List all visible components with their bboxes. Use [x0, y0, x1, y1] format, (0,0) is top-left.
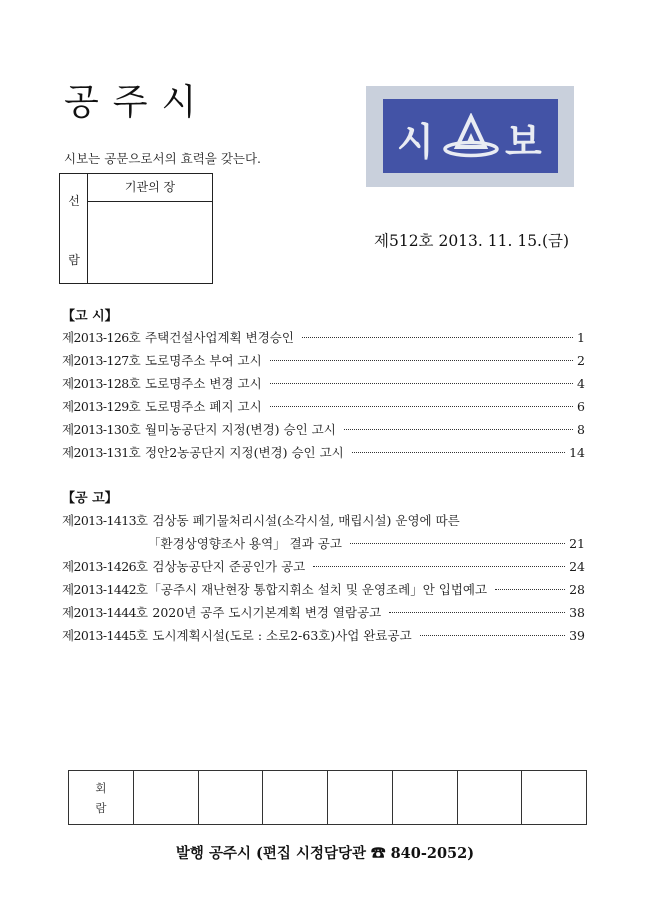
leader-dots [420, 634, 565, 636]
section-heading-announcements: 【공 고】 [62, 491, 118, 506]
leader-dots [302, 336, 573, 338]
entry-title: 「공주시 재난현장 통합지휘소 설치 및 운영조례」안 입법예고 [148, 582, 488, 597]
entry-title: 정안2농공단지 지정(변경) 승인 고시 [145, 445, 344, 460]
toc-entry[interactable] [62, 351, 585, 369]
review-label-top: 회 [95, 780, 107, 795]
entry-number: 제2013-1445호 [62, 628, 148, 643]
leader-dots [350, 542, 565, 544]
city-title: 공주시 [64, 82, 211, 123]
entry-title: 도로명주소 부여 고시 [145, 353, 262, 368]
entry-page: 39 [569, 628, 585, 643]
leader-dots [270, 405, 573, 407]
review-sign-cell [133, 771, 198, 824]
entry-title: 도로명주소 폐지 고시 [145, 399, 262, 414]
entry-number: 제2013-127호 [62, 353, 141, 368]
entry-title: 2020년 공주 도시기본계획 변경 열람공고 [152, 605, 382, 620]
entry-title: 월미농공단지 지정(변경) 승인 고시 [145, 422, 336, 437]
entry-page: 2 [577, 353, 585, 368]
entry-number: 제2013-1442호 [62, 582, 148, 597]
logo-char-left: 시 [397, 120, 434, 164]
routing-label-top: 선 [68, 194, 80, 208]
toc-entry-continuation[interactable] [148, 534, 585, 552]
review-sign-cell [457, 771, 522, 824]
entry-number: 제2013-131호 [62, 445, 141, 460]
routing-label-column [60, 174, 88, 283]
section-heading-notices: 【고 시】 [62, 309, 118, 324]
entry-number: 제2013-1426호 [62, 559, 148, 574]
leader-dots [313, 565, 565, 567]
toc-entry[interactable] [62, 328, 585, 346]
entry-page: 38 [569, 605, 585, 620]
issue-number-date: 제512호 2013. 11. 15.(금) [374, 232, 570, 250]
routing-box [59, 173, 213, 284]
entry-title: 도시계획시설(도로 : 소로2-63호)사업 완료공고 [152, 628, 412, 643]
logo-char-right: 보 [505, 120, 542, 164]
entry-page: 24 [569, 559, 585, 574]
entry-title: 검상동 폐기물처리시설(소각시설, 매립시설) 운영에 따른 [152, 513, 460, 528]
toc-entry[interactable] [62, 603, 585, 621]
triangle-water-emblem-icon [441, 113, 501, 159]
review-sign-cell [392, 771, 457, 824]
entry-number: 제2013-130호 [62, 422, 141, 437]
leader-dots [495, 588, 565, 590]
publisher-footer: 발행 공주시 (편집 시정담당관 ☎ 840-2052) [175, 845, 475, 862]
entry-number: 제2013-1413호 [62, 513, 148, 528]
entry-page: 1 [577, 330, 585, 345]
leader-dots [389, 611, 565, 613]
entry-number: 제2013-126호 [62, 330, 141, 345]
entry-number: 제2013-128호 [62, 376, 141, 391]
review-sign-cell [521, 771, 586, 824]
review-sign-cell [327, 771, 392, 824]
review-sign-cell [198, 771, 263, 824]
entry-page: 4 [577, 376, 585, 391]
leader-dots [270, 382, 573, 384]
entry-title-continuation: 「환경상영향조사 용역」 결과 공고 [148, 536, 342, 551]
routing-label-bottom: 람 [68, 253, 80, 267]
entry-page: 14 [569, 445, 585, 460]
review-label-cell [69, 771, 133, 824]
leader-dots [270, 359, 573, 361]
toc-entry[interactable] [62, 374, 585, 392]
review-label-bottom: 람 [95, 800, 107, 815]
toc-entry[interactable] [62, 580, 585, 598]
leader-dots [344, 428, 573, 430]
leader-dots [352, 451, 565, 453]
entry-title: 검상농공단지 준공인가 공고 [152, 559, 306, 574]
entry-title: 도로명주소 변경 고시 [145, 376, 262, 391]
toc-entry[interactable] [62, 420, 585, 438]
toc-entry[interactable] [62, 511, 585, 529]
entry-title: 주택건설사업계획 변경승인 [145, 330, 294, 345]
review-sign-cell [262, 771, 327, 824]
routing-head-label: 기관의 장 [88, 174, 212, 202]
toc-entry[interactable] [62, 443, 585, 461]
entry-page: 8 [577, 422, 585, 437]
circulation-review-box [68, 770, 587, 825]
toc-entry[interactable] [62, 626, 585, 644]
entry-number: 제2013-129호 [62, 399, 141, 414]
entry-page: 21 [569, 536, 585, 551]
toc-entry[interactable] [62, 557, 585, 575]
gazette-logo [383, 99, 558, 173]
legal-effect-notice: 시보는 공문으로서의 효력을 갖는다. [64, 151, 262, 166]
entry-page: 6 [577, 399, 585, 414]
toc-entry[interactable] [62, 397, 585, 415]
entry-page: 28 [569, 582, 585, 597]
entry-number: 제2013-1444호 [62, 605, 148, 620]
